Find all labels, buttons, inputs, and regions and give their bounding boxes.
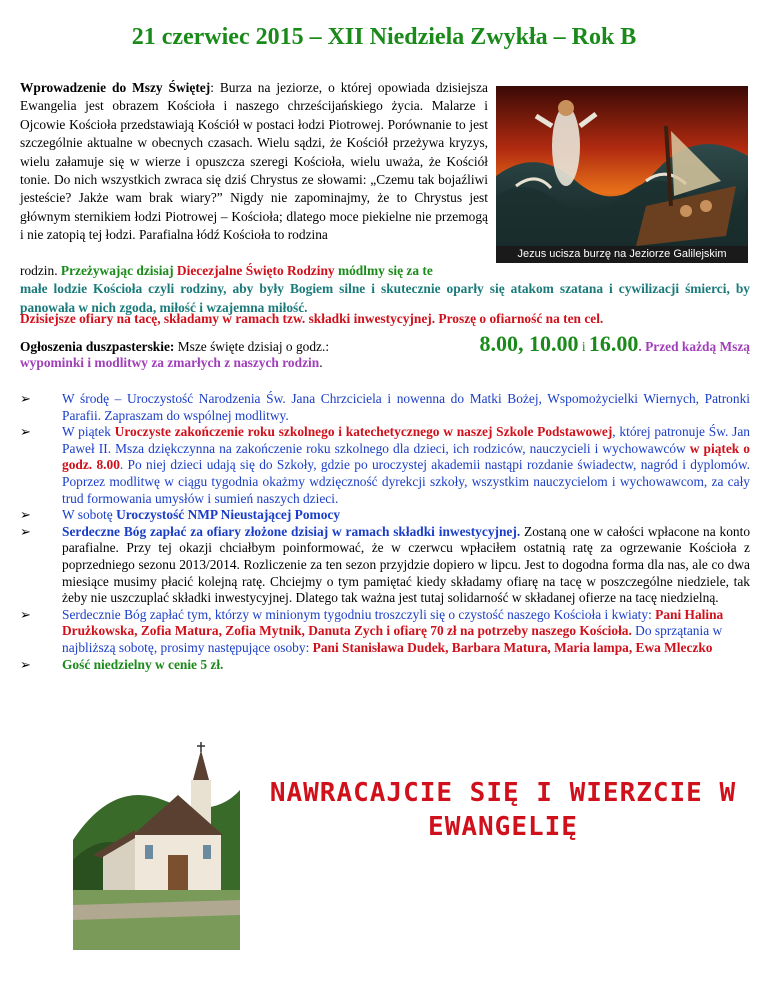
announcements-line2: wypominki i modlitwy za zmarłych z naszych rodzin bbox=[20, 355, 320, 370]
item-highlight: Serdeczne Bóg zapłać za ofiary złożone dzisiaj w ramach składki inwestycyjnej. bbox=[62, 523, 521, 539]
after-times: . Przed każdą Mszą bbox=[638, 339, 750, 354]
announcements-header bbox=[20, 331, 750, 372]
item-highlight: Uroczystość NMP Nieustającej Pomocy bbox=[116, 507, 341, 523]
arrow-bullet-icon: ➢ bbox=[20, 606, 31, 622]
announcements-lead: Ogłoszenia duszpasterskie: bbox=[20, 339, 175, 354]
arrow-bullet-icon: ➢ bbox=[20, 424, 31, 440]
item-highlight: Gość niedzielny w cenie 5 zł. bbox=[62, 656, 224, 672]
tail-green-2: módlmy się za te bbox=[334, 263, 433, 278]
list-item bbox=[20, 657, 750, 674]
intro-paragraph-tail bbox=[20, 262, 750, 317]
page-title: 21 czerwiec 2015 – XII Niedziela Zwykła – Rok B bbox=[131, 24, 637, 50]
image-caption: Jezus ucisza burzę na Jeziorze Galilejskim bbox=[496, 246, 748, 263]
item-text: W środę – Uroczystość Narodzenia Św. Jana Chrzciciela i nowenna do Matki Bożej, Wspomożycielki Wiernych, Patronki Parafii. Zapraszam do wspólnej modlitwy. bbox=[62, 391, 750, 423]
tail-green-1: Przeżywając dzisiaj bbox=[60, 263, 177, 278]
list-item bbox=[20, 607, 750, 657]
tail-start: rodzin. bbox=[20, 263, 61, 278]
list-item bbox=[20, 424, 750, 507]
item-text: , której patronuje Św. Jan Paweł II. Msza dziękczynna na zakończenie roku szkolnego dla dzieci, ich rodziców, nauczycieli i wychowawców bbox=[62, 424, 750, 456]
mass-times-sep: i bbox=[578, 339, 589, 354]
item-highlight: Pani Halina Drużkowska, Zofia Matura, Zofia Mytnik, Danuta Zych i ofiarę 70 zł na potrzeby naszego Kościoła. bbox=[62, 606, 724, 639]
tail-rest: małe lodzie Kościoła czyli rodziny, aby były Bogiem silne i skutecznie oparły się atakom szatana i cywilizacji śmierci, by panowała w nich zgoda, miłość i wzajemna miłość. bbox=[20, 281, 750, 315]
item-text: Do sprzątania w najbliższą sobotę, prosimy następujące osoby: bbox=[62, 623, 723, 655]
offering-notice: Dzisiejsze ofiary na tacę, składamy w ramach tzw. składki inwestycyjnej. Proszę o ofiarność na ten cel. bbox=[20, 311, 604, 326]
announcement-list bbox=[20, 391, 750, 673]
church-photo bbox=[73, 740, 240, 950]
item-highlight: w piątek o godz. 8.00 bbox=[62, 440, 750, 473]
mass-times-b: 16.00 bbox=[588, 331, 639, 356]
mass-times-a: 8.00, 10.00 bbox=[479, 331, 579, 356]
church-image bbox=[73, 740, 240, 950]
intro-text: : Burza na jeziorze, o której opowiada dzisiejsza Ewangelia jest obrazem Kościoła i naszego chrześcijańskiego życia. Malarze i Ojcowie Kościoła przedstawiają Kościół w postaci łodzi Piotrowej. Porównanie to jest szczególnie aktualne w obecnych czasach. Wielu sądzi, że Kościół przeżywa kryzys, wielu załamuje się w wierze i opuszcza szeregi Kościoła, wielu uważa, że Kościół tonie. Do nich wszystkich zwraca się dziś Chrystus ze słowami: „Czemu tak bojaźliwi jesteście? Jakże wam brak wiary?” Nigdy nie zapominajmy, że to Chrystus jest głównym sternikiem łodzi Piotrowej – Kościoła; dlatego moce piekielne nie przemogą i nie zatopią tej łodzi. Parafialna łódź Kościoła to rodzina bbox=[20, 80, 488, 243]
intro-lead: Wprowadzenie do Mszy Świętej bbox=[20, 80, 211, 95]
arrow-bullet-icon: ➢ bbox=[20, 656, 31, 672]
jesus-calming-storm-painting bbox=[496, 86, 748, 263]
announcements-line2-end: . bbox=[319, 355, 323, 370]
arrow-bullet-icon: ➢ bbox=[20, 523, 31, 539]
intro-paragraph bbox=[20, 79, 488, 245]
list-item bbox=[20, 524, 750, 607]
arrow-bullet-icon: ➢ bbox=[20, 507, 31, 523]
item-text: . Po niej dzieci udają się do Szkoły, gdzie po uroczystej akademii nastąpi rozdanie świadectw, nagród i dyplomów. Poprzez modlitwę w ciągu tygodnia okażmy wdzięczność dyrekcji szkoły, wszystkim nauczycielom i wychowawcom, za cały trud formowania umysłów i sumień naszych dzieci. bbox=[62, 457, 750, 506]
arrow-bullet-icon: ➢ bbox=[20, 391, 31, 406]
item-text: Zostaną one w całości wpłacone na konto parafialne. Przy tej okazji chciałbym poinformować, że w czerwcu wpłaciłem ostatnią ratę za ogrzewanie Kościoła z poprzedniego sezonu 2013/2014. Rozliczenie za ten sezon przyjdzie dopiero w lipcu. Jest to dogodna forma dla nas, ale co dwa miesiące musimy płacić kolejną ratę. Chciejmy o tym pamiętać kiedy składamy ofiarę na tacę w poszczególne niedziele, tak żeby nie uszczuplać składki inwestycyjnej. Dlatego tak ważna jest tutaj solidarność w składanej ofierze na tacę niedzielną. bbox=[62, 523, 751, 606]
item-text: W sobotę bbox=[62, 507, 117, 523]
item-highlight: Uroczyste zakończenie roku szkolnego i katechetycznego w naszej Szkole Podstawowej bbox=[114, 424, 613, 440]
storm-painting-image bbox=[496, 86, 748, 263]
item-text: W piątek bbox=[62, 424, 115, 440]
list-item bbox=[20, 507, 750, 524]
list-item bbox=[20, 391, 750, 424]
motto: NAWRACAJCIE SIĘ I WIERZCIE W EWANGELIĘ bbox=[269, 778, 737, 842]
item-highlight: Pani Stanisława Dudek, Barbara Matura, Maria lampa, Ewa Mleczko bbox=[312, 639, 713, 655]
announcements-text: Msze święte dzisiaj o godz.: bbox=[174, 339, 330, 354]
item-text: Serdecznie Bóg zapłać tym, którzy w minionym tygodniu troszczyli się o czystość naszego Kościoła i kwiaty: bbox=[62, 606, 656, 622]
diocesan-family-day: Diecezjalne Święto Rodziny bbox=[176, 263, 335, 278]
